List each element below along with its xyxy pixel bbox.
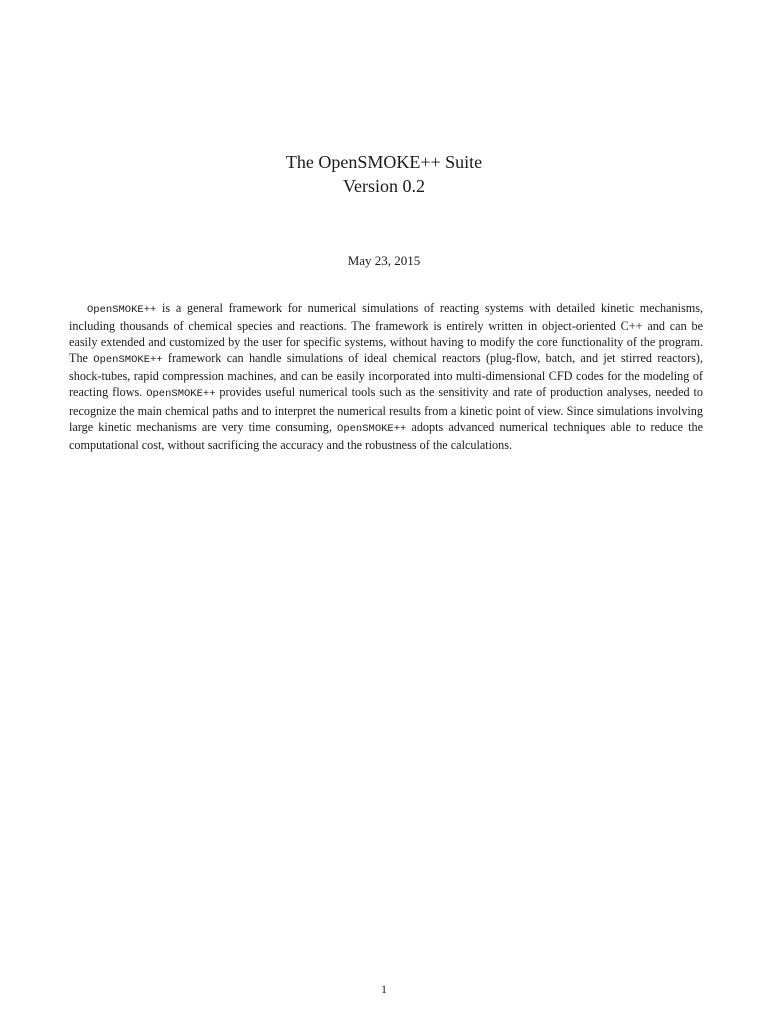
title-line-2: Version 0.2 xyxy=(343,176,425,196)
code-name-1: OpenSMOKE++ xyxy=(87,304,157,316)
title-line-1: The OpenSMOKE++ Suite xyxy=(285,152,483,172)
abstract-text-2: framework can handle simulations of ideal chemical reactors (plug-flow, batch, and jet stirred reactors), shock-tubes, rapid compression machines, and can be easily incorporated into multi-dimensional CFD codes for the modeling of reacting flows. xyxy=(69,351,703,400)
abstract-paragraph xyxy=(69,300,703,453)
document-title xyxy=(0,150,768,198)
abstract-text-1: is a general framework for numerical simulations of reacting systems with detailed kinetic mechanisms, including thousands of chemical species and reactions. The framework is entirely written in object-oriented C++ and can be easily extended and customized by the user for specific systems, without having to modify the core functionality of the program. The xyxy=(69,301,703,366)
code-name-3: OpenSMOKE++ xyxy=(146,388,216,401)
page-number: 1 xyxy=(381,982,387,996)
abstract-text-3: provides useful numerical tools such as the sensitivity and rate of production analyses, needed to recognize the main chemical paths and to interpret the numerical results from a kinetic point of view. Since simulations involving large kinetic mechanisms are very time consuming, xyxy=(69,385,703,434)
abstract-text-4: adopts advanced numerical techniques able to reduce the computational cost, without sacrificing the accuracy and the robustness of the calculations. xyxy=(69,419,703,452)
code-name-4: OpenSMOKE++ xyxy=(337,422,407,435)
code-name-2: OpenSMOKE++ xyxy=(93,354,163,367)
document-date: May 23, 2015 xyxy=(347,253,421,268)
